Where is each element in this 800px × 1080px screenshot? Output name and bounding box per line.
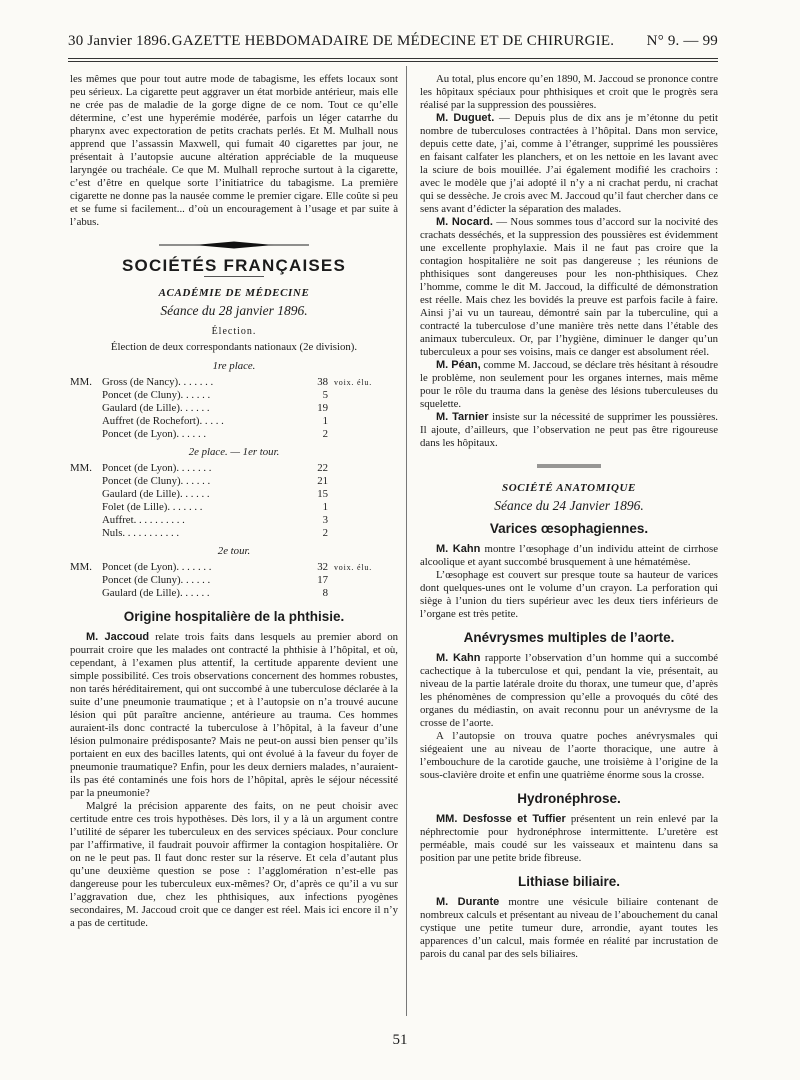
academy-session-date: Séance du 28 janvier 1896. xyxy=(160,303,308,318)
vote-row: Poncet (de Cluny). . . . . . 21 xyxy=(102,475,328,487)
speaker-name: M. Péan, xyxy=(436,359,481,371)
column-divider xyxy=(406,66,407,1016)
kahn-varices-paragraph: M. Kahn montre l’œsophage d’un individu atteint de cirrhose alcoolique et ayant succombé brusquement à une hématémèse. xyxy=(420,543,719,568)
double-rule-icon xyxy=(537,464,601,468)
speaker-name: M. Duguet. xyxy=(436,112,495,124)
vote-row: Gaulard (de Lille). . . . . . 19 xyxy=(102,402,328,414)
speaker-name: M. Kahn xyxy=(436,652,481,664)
pean-paragraph: M. Péan, comme M. Jaccoud, se déclare très hésitant à résoudre le problème, non seulement pour les organes internes, mais même pour le rôle du trauma dans la genèse des lésions tuberculeuses du squelette. xyxy=(420,359,719,410)
desfosse-paragraph: MM. Desfosse et Tuffier présentent un rein enlevé par la néphrectomie pour hydronéphrose intermittente. L’uretère est perméable, mais coudé sur les vaisseaux et maintenu dans sa position par une petite bride fibreuse. xyxy=(420,813,718,864)
academy-heading: ACADÉMIE DE MÉDECINE xyxy=(158,287,310,299)
oesophage-paragraph: L’œsophage est couvert sur presque toute sa hauteur de varices dont quelques-unes ont le volume d’un crayon. La perforation qui siège à l’union du tiers supérieur avec les deux tiers inférieurs de l’organe est très petite. xyxy=(420,569,718,620)
second-round-votes xyxy=(70,561,398,600)
right-column xyxy=(420,73,718,961)
speaker-name: M. Tarnier xyxy=(436,411,489,423)
speaker-name: M. Nocard. xyxy=(436,216,493,228)
tarnier-paragraph: M. Tarnier insiste sur la nécessité de supprimer les poussières. Il ajoute, d’ailleurs, que l’observation ne peut pas être rigoureuse dans les hôpitaux. xyxy=(420,411,718,449)
vote-row: Poncet (de Cluny). . . . . . 17 xyxy=(102,574,328,586)
ornament-rule-icon xyxy=(159,241,309,249)
first-place-votes xyxy=(70,376,398,441)
vote-row: Gaulard (de Lille). . . . . . 15 xyxy=(102,488,328,500)
section-divider xyxy=(420,464,718,468)
vote-row: Auffret (de Rochefort). . . . . 1 xyxy=(102,415,328,427)
vote-row: Auffret. . . . . . . . . . 3 xyxy=(102,514,328,526)
vote-row: Nuls. . . . . . . . . . . 2 xyxy=(102,527,328,539)
election-label: Élection. xyxy=(211,326,257,337)
durante-paragraph: M. Durante montre une vésicule biliaire contenant de nombreux calculs et présentant au niveau de l’abouchement du canal cystique une petite tumeur dure, arrondie, ayant toutes les apparences d’un calcul, mais formée en réalité par incrustation de parois du canal par des sels biliaires. xyxy=(420,896,719,960)
varices-heading: Varices œsophagiennes. xyxy=(489,521,649,536)
page-number: 51 xyxy=(392,1032,408,1048)
left-column xyxy=(70,73,398,930)
second-place-label: 2e place. — 1er tour. xyxy=(188,446,280,458)
origin-heading: Origine hospitalière de la phthisie. xyxy=(123,609,345,624)
lithiase-heading: Lithiase biliaire. xyxy=(517,874,621,889)
running-header xyxy=(68,33,718,55)
header-title: GAZETTE HEBDOMADAIRE DE MÉDECINE ET DE CHIRURGIE. xyxy=(171,33,615,49)
nocard-paragraph: M. Nocard. — Nous sommes tous d’accord sur la nocivité des crachats desséchés, et la suppression des poussières est évidemment une excellente prophylaxie. Mais il ne faut pas croire que la contagion hospitalière ne soit pas dangereuse ; les réunions de phthisiques sont dangereuses pour les non-phthisiques. Chez l’homme, comme le dit M. Jaccoud, la difficulté de démonstration est réelle. Mais chez les bovidés la preuve est parfois facile à faire. Ainsi j’ai vu un taureau, démontré sain par la tuberculine, qui a contracté la tuberculose d’une manière très nette dans l’étable des animaux tuberculeux. Or, par l’hygiène, diminuer le danger qu’un tuberculeux a pour ses voisins, mais ce danger est absolument réel. xyxy=(420,216,718,358)
malgre-paragraph: Malgré la précision apparente des faits, on ne peut choisir avec certitude entre ces trois hypothèses. Dès lors, il y a là un argument contre l’utilité de séparer les tuberculeux en des services spéciaux. Pour conclure par l’affirmative, il faudrait pouvoir affirmer la contagion hospitalière. Or on ne le peut pas. Il faut donc rester sur la réserve. Et cela d’autant plus qu’une deuxième question se pose : l’agglomération n’est-elle pas dangereuse pour les tuberculeux eux-mêmes? Or, d’après ce qu’il a vu sur l’aggravation due, chez les phthisiques, aux infections pyogènes secondaires, M. Jaccoud croit que ce danger est réel. Mais ici encore il n’y a pas de certitude. xyxy=(70,800,398,929)
header-date: 30 Janvier 1896. xyxy=(68,33,171,49)
vote-row: Gaulard (de Lille). . . . . . 8 xyxy=(102,587,328,599)
au-total-paragraph: Au total, plus encore qu’en 1890, M. Jaccoud se prononce contre les hôpitaux spéciaux pour phthisiques et croit que le progrès sera réalisé par la suppression des poussières. xyxy=(420,73,718,111)
vote-row: MM. Poncet (de Lyon). . . . . . . 22 xyxy=(70,462,328,474)
jaccoud-paragraph: M. Jaccoud relate trois faits dans lesquels au premier abord on pourrait croire que les malades ont contracté la phthisie à l’hôpital, et où, cependant, à l’examen plus attentif, la certitude apparente devient une simple possibilité. Ces trois observations concernent des hommes robustes, non tarés héréditairement, qui ont succombé à une tuberculose déclarée à la suite d’une pneumonie traumatique ; et à l’autopsie on n’a trouvé aucune lésion qui pût paraître ancienne, antérieure au trauma. Ces hommes auraient-ils donc contracté la tuberculose à l’hôpital, à la faveur d’une lésion pulmonaire prédisposante? Mais ne peut-on aussi bien penser qu’ils portaient en eux des bacilles latents, qui ont évolué à la faveur du foyer de pneumonie traumatique? Enfin, pour les deux derniers malades, n’auraient-ils pas été contaminés une fois hors de l’hôpital, après le séjour nécessité par la pneumonie? xyxy=(70,631,398,799)
anevrysmes-heading: Anévrysmes multiples de l’aorte. xyxy=(463,630,675,645)
societies-underline xyxy=(204,276,264,277)
second-place-votes xyxy=(70,462,398,540)
header-number: N° 9. — 99 xyxy=(646,33,718,49)
speaker-name: M. Jaccoud xyxy=(86,631,150,643)
vote-row: Poncet (de Cluny). . . . . . 5 xyxy=(102,389,328,401)
speaker-name: M. Durante xyxy=(436,896,500,908)
hydronephrose-heading: Hydronéphrose. xyxy=(517,791,621,806)
anatomique-session-date: Séance du 24 Janvier 1896. xyxy=(494,498,644,513)
speaker-name: MM. Desfosse et Tuffier xyxy=(436,813,566,825)
duguet-paragraph: M. Duguet. — Depuis plus de dix ans je m’étonne du petit nombre de tuberculoses contractées à l’hôpital. Dans mon service, depuis cette date, j’ai, comme à l’étranger, supprimé les poussières en faisant calfater les planchers, et on les nettoie en les lavant avec la sciure de bois mouillée. J’ai également modifié les crachoirs : avec le modèle que j’ai adopté il n’y a ni crachat perdu, ni crachat qui se dessèche. Je crois avec M. Jaccoud qu’il faut chercher dans ce sens avant d’édicter la séparation des malades. xyxy=(420,112,719,215)
kahn-anevrysmes-paragraph: M. Kahn rapporte l’observation d’un homme qui a succombé cachectique à la tuberculose et qui, pendant la vie, présentait, au niveau de la partie latérale droite du thorax, une tumeur que, d’après les phénomènes de compression qu’elle a provoqués du côté des organes du médiastin, on avait reconnu pour un anévrysme de la crosse de l’aorte. xyxy=(420,652,719,729)
vote-row: MM. Poncet (de Lyon). . . . . . . 32 voix. élu. xyxy=(70,561,372,573)
ornament-divider xyxy=(70,241,398,249)
header-rule-double xyxy=(68,61,718,62)
societies-heading: SOCIÉTÉS FRANÇAISES xyxy=(122,256,346,275)
first-place-label: 1re place. xyxy=(212,360,256,372)
vote-row: MM. Gross (de Nancy). . . . . . . 38 voix. élu. xyxy=(70,376,372,388)
cigarette-paragraph: les mêmes que pour tout autre mode de tabagisme, les effets locaux sont peu sérieux. La cigarette peut aggraver un état morbide antérieur, mais elle ne crée pas de maladie de la gorge digne de ce nom. Tout ce qu’elle détermine, c’est une hyperémie modérée, parfois un léger catarrhe du pharynx avec expectoration de petits crachats perlés. Et M. Mulhall nous apprend que l’assassin Maxwell, qui fumait 40 cigarettes par jour, ne présentait à l’autopsie aucune altération appréciable de la muqueuse laryngée ou trachéale. Ce que M. Mulhall reproche surtout à la cigarette, c’est d’être en quelque sorte l’initiatrice du tabagisme. La première cigarette ne donne pas la nausée comme le premier cigare. Elle coûte si peu et se fume si facilement... d’où un encouragement à l’usage et par suite à l’abus. xyxy=(70,73,398,228)
speaker-name: M. Kahn xyxy=(436,543,481,555)
second-round-label: 2e tour. xyxy=(217,545,251,557)
header-rule xyxy=(68,58,718,59)
election-subtitle: Élection de deux correspondants nationaux (2e division). xyxy=(110,341,358,353)
vote-row: Folet (de Lille). . . . . . . 1 xyxy=(102,501,328,513)
anatomique-heading: SOCIÉTÉ ANATOMIQUE xyxy=(502,482,636,494)
autopsie-paragraph: A l’autopsie on trouva quatre poches anévrysmales qui siégeaient une au niveau de l’aorte thoracique, une autre à l’embouchure de la carotide gauche, une troisième à l’origine de la sous-clavière droite et enfin une quatrième énorme sous la crosse. xyxy=(420,730,718,781)
vote-row: Poncet (de Lyon). . . . . . 2 xyxy=(102,428,328,440)
